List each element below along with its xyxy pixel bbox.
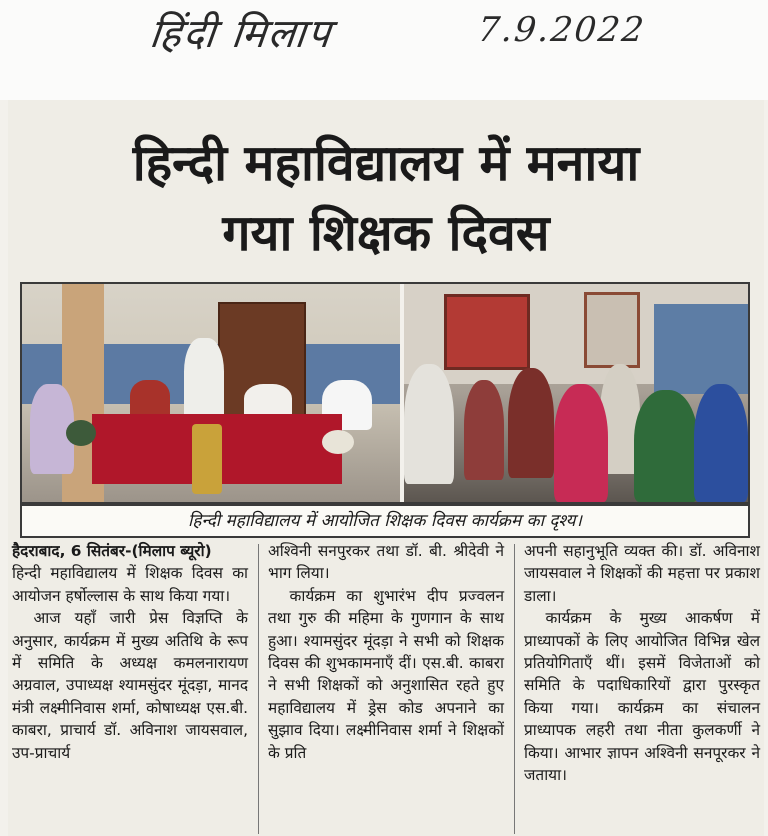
col2-paragraph-2: कार्यक्रम का शुभारंभ दीप प्रज्वलन तथा गुरु की महिमा के गुणगान के साथ हुआ। श्यामसुंदर मूंदड़ा ने सभी को शिक्षक दिवस की शुभकामनाएँ दीं। एस.बी. काबरा ने सभी शिक्षकों को अनुशासित रहते हुए महाविद्यालय में ड्रेस कोड अपनाने का सुझाव दिया। लक्ष्मीनिवास शर्मा ने शिक्षकों के प्रति — [268, 586, 504, 762]
article-column-3 — [524, 540, 760, 786]
handwritten-paper-name: हिंदी मिलाप — [147, 11, 335, 57]
article-photos — [20, 282, 750, 504]
headline-line-2: गया शिक्षक दिवस — [222, 204, 550, 262]
article-body — [12, 540, 760, 836]
lamp-icon — [192, 424, 222, 494]
col3-paragraph-2: कार्यक्रम के मुख्य आकर्षण में प्राध्यापकों के लिए आयोजित विभिन्न खेल प्रतियोगिताएँ थीं। इसमें विजेताओं को समिति के पदाधिकारियों द्वारा पुरस्कृत किया गया। कार्यक्रम का संचालन प्राध्यापक लहरी तथा नीता कुलकर्णी ने किया। आभार ज्ञापन अश्विनी सनपूरकर ने जताया। — [524, 609, 760, 785]
article-column-1 — [12, 540, 248, 764]
col1-paragraph-1: हिन्दी महाविद्यालय में शिक्षक दिवस का आयोजन हर्षोल्लास के साथ किया गया। — [12, 564, 248, 605]
handwritten-date: 7.9.2022 — [475, 10, 648, 50]
article-column-2 — [268, 540, 504, 764]
dateline: हैदराबाद, 6 सितंबर-(मिलाप ब्यूरो) — [12, 542, 212, 560]
col2-paragraph-1: अश्विनी सनपुरकर तथा डॉ. बी. श्रीदेवी ने भाग लिया। — [268, 542, 504, 583]
newspaper-clipping — [8, 100, 764, 836]
headline-line-1: हिन्दी महाविद्यालय में मनाया — [132, 134, 640, 192]
photo-stage-guests — [22, 284, 400, 502]
col3-paragraph-1: अपनी सहानुभूति व्यक्त की। डॉ. अविनाश जायसवाल ने शिक्षकों की महत्ता पर प्रकाश डाला। — [524, 542, 760, 605]
handwritten-annotation — [0, 0, 768, 100]
photo-audience — [404, 284, 748, 502]
photo-caption: हिन्दी महाविद्यालय में आयोजित शिक्षक दिवस कार्यक्रम का दृश्य। — [20, 504, 750, 538]
headline — [8, 128, 764, 268]
col1-paragraph-2: आज यहाँ जारी प्रेस विज्ञप्ति के अनुसार, कार्यक्रम में मुख्य अतिथि के रूप में समिति के अध्यक्ष कमलनारायण अग्रवाल, उपाध्यक्ष श्यामसुंदर मूंदड़ा, मानद मंत्री लक्ष्मीनिवास शर्मा, कोषाध्यक्ष एस.बी. काबरा, प्राचार्य डॉ. अविनाश जायसवाल, उप-प्राचार्य — [12, 609, 248, 762]
